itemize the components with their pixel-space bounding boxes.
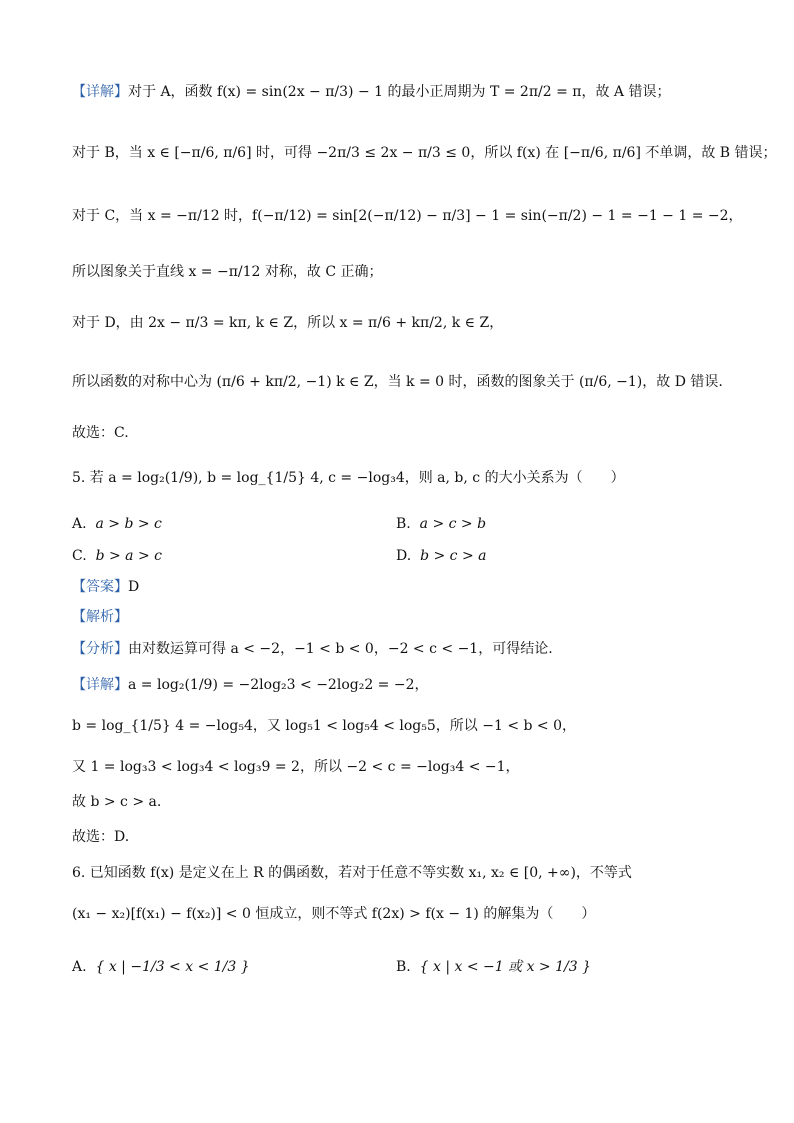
option-text: b > c > a <box>420 548 487 564</box>
line-text: b = log_{1/5} 4 = −log₅4，又 log₅1 < log₅4 < log₅5，所以 −1 < b < 0， <box>72 718 577 734</box>
analysis-heading <box>72 607 128 627</box>
option-label: B. <box>396 959 411 975</box>
option-text: b > a > c <box>95 548 162 564</box>
line-text: 对于 A，函数 f(x) = sin(2x − π/3) − 1 的最小正周期为 T = 2π/2 = π，故 A 错误； <box>128 84 671 100</box>
question-text: (x₁ − x₂)[f(x₁) − f(x₂)] < 0 恒成立，则不等式 f(2x) > f(x − 1) 的解集为（ ） <box>72 906 596 922</box>
question-text: 6. 已知函数 f(x) 是定义在上 R 的偶函数，若对于任意不等实数 x₁, x₂ ∈ [0, +∞)，不等式 <box>72 865 632 881</box>
line-text: 又 1 = log₃3 < log₃4 < log₃9 = 2，所以 −2 < c = −log₃4 < −1， <box>72 759 520 775</box>
question-text: 5. 若 a = log₂(1/9), b = log_{1/5} 4, c = −log₃4，则 a, b, c 的大小关系为（ ） <box>72 470 625 486</box>
detail-tag: 【详解】 <box>72 677 128 693</box>
option-label: A. <box>72 959 87 975</box>
answer-value: D <box>128 579 140 595</box>
line-text: 故选：D. <box>72 829 130 845</box>
detail-line-4 <box>72 792 161 812</box>
option-text: { x | −1/3 < x < 1/3 } <box>95 959 250 975</box>
analysis-subtag: 【分析】 <box>72 641 128 657</box>
final-choice-5 <box>72 827 129 847</box>
final-choice-4 <box>72 423 129 443</box>
solution-line-d2 <box>72 372 723 392</box>
analysis-line <box>72 639 553 659</box>
question-6-line-2 <box>72 904 595 924</box>
detail-line-3 <box>72 757 520 777</box>
q5-option-d <box>396 546 487 566</box>
q5-option-b <box>396 514 486 534</box>
line-text: 由对数运算可得 a < −2，−1 < b < 0，−2 < c < −1，可得结论. <box>128 641 553 657</box>
answer-tag: 【答案】 <box>72 579 128 595</box>
question-6-line-1 <box>72 863 632 883</box>
section-tag: 【详解】 <box>72 84 128 100</box>
analysis-tag: 【解析】 <box>72 609 128 625</box>
q5-option-a <box>72 514 162 534</box>
line-text: 对于 C，当 x = −π/12 时，f(−π/12) = sin[2(−π/12) − π/3] − 1 = sin(−π/2) − 1 = −1 − 1 = −2， <box>72 208 743 224</box>
option-label: A. <box>72 516 87 532</box>
solution-line-c2 <box>72 262 383 282</box>
q6-option-a <box>72 957 250 977</box>
solution-line-d <box>72 313 503 333</box>
solution-line-b <box>72 143 777 163</box>
line-text: 所以图象关于直线 x = −π/12 对称，故 C 正确； <box>72 264 383 280</box>
detail-line-2 <box>72 716 576 736</box>
solution-line-a <box>72 82 671 102</box>
answer-line <box>72 577 139 597</box>
q6-option-b <box>396 957 591 977</box>
option-label: B. <box>396 516 411 532</box>
option-text: a > b > c <box>95 516 162 532</box>
option-label: C. <box>72 548 87 564</box>
solution-line-c <box>72 206 743 226</box>
option-text: a > c > b <box>419 516 487 532</box>
option-text: { x | x < −1 或 x > 1/3 } <box>419 959 592 975</box>
line-text: a = log₂(1/9) = −2log₂3 < −2log₂2 = −2， <box>128 677 429 693</box>
line-text: 故 b > c > a. <box>72 794 162 810</box>
detail-line-1 <box>72 675 429 695</box>
question-5 <box>72 468 625 488</box>
line-text: 对于 D，由 2x − π/3 = kπ, k ∈ Z，所以 x = π/6 + kπ/2, k ∈ Z， <box>72 315 504 331</box>
option-label: D. <box>396 548 412 564</box>
line-text: 故选：C. <box>72 425 129 441</box>
q5-option-c <box>72 546 162 566</box>
line-text: 对于 B，当 x ∈ [−π/6, π/6] 时，可得 −2π/3 ≤ 2x − π/3 ≤ 0，所以 f(x) 在 [−π/6, π/6] 不单调，故 B 错误； <box>72 145 777 161</box>
line-text: 所以函数的对称中心为 (π/6 + kπ/2, −1) k ∈ Z，当 k = 0 时，函数的图象关于 (π/6, −1)，故 D 错误. <box>72 374 723 390</box>
